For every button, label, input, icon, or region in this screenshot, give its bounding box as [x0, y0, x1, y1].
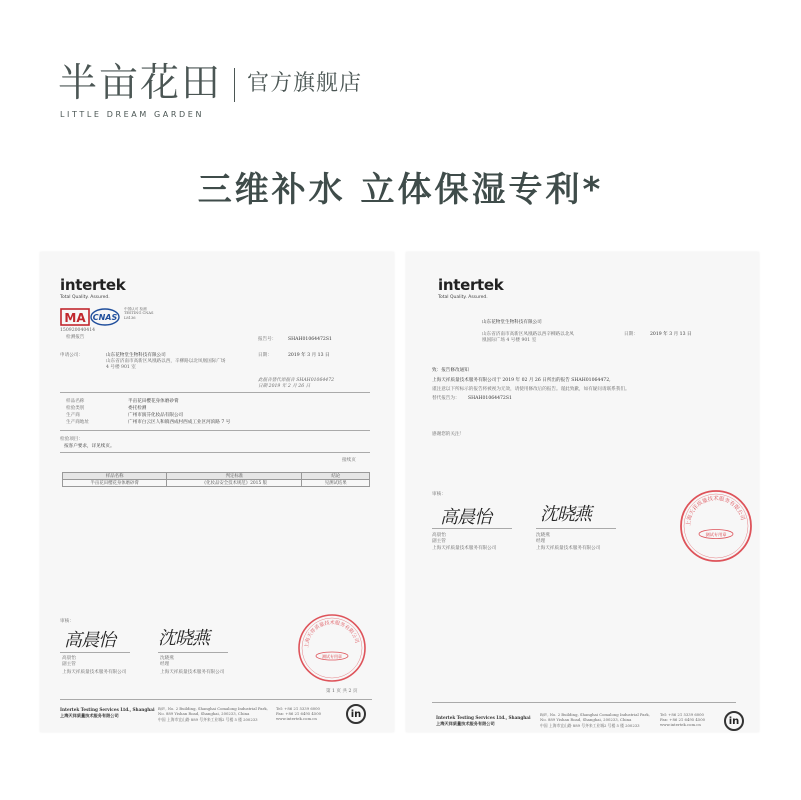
result-table: [62, 472, 370, 487]
notice-line-1: 上海天祥质量技术服务有限公司于 2019 年 02 月 26 日所出的报告 SHAH01064472,: [432, 378, 611, 383]
sample-info-value: 半亩花田樱花身体磨砂膏: [128, 399, 179, 404]
notice-title: 致：报告修改通知: [432, 368, 469, 373]
report-number-label: 报告号：: [258, 337, 277, 342]
signature-line: [158, 652, 228, 653]
footer-phone: Tel: +86 21 5339 6000: [660, 712, 704, 717]
seal-arc-text: 上海天祥质量技术服务有限公司: [303, 619, 360, 649]
seal-center-text: 测试专用章: [322, 654, 342, 659]
continued-note: 接续页: [342, 458, 356, 463]
report-date: 2019 年 3 月 13 日: [650, 332, 692, 337]
signer-1-name: 高晨怡: [432, 533, 446, 538]
applicant-address-2: 凰国际广场 4 号楼 901 室: [482, 338, 537, 343]
divider-rule: [60, 452, 370, 453]
replacement-label: 替代报告为：: [432, 396, 460, 401]
date-label: 日期：: [258, 353, 272, 358]
test-item: 按客户要求，详见续页。: [64, 444, 115, 449]
table-cell: 《化妆品安全技术规范》2015 版: [167, 480, 302, 487]
page-headline: 三维补水 立体保湿专利*: [197, 170, 604, 210]
footer-company: Intertek Testing Services Ltd., Shanghai: [436, 715, 531, 720]
footer-address-cn: 中国 上海市宜山路 889 号齐来工业城2 号楼 5 楼 200233: [540, 723, 640, 728]
seal-center-text: 测试专用章: [705, 532, 727, 537]
signer-2-name: 沈晓燕: [536, 533, 550, 538]
signature-line: [536, 528, 616, 529]
signature-1: 高晨怡: [64, 630, 115, 651]
seal-arc-text: 上海天祥质量技术服务有限公司: [685, 495, 746, 527]
footer-company-cn: 上海天祥质量技术服务有限公司: [60, 713, 119, 718]
intertek-logo: intertek: [60, 276, 126, 294]
signature-line: [432, 528, 512, 529]
cnas-caption: 中国认可 检测 TESTING CNAS L8136: [124, 307, 154, 320]
signature-2: 沈晓燕: [158, 628, 209, 649]
cma-caption: 检测报告: [66, 335, 85, 340]
applicant-address: 山东省济南市高新区凤凰路以西，辛柳路以北凤凰国际广场: [106, 359, 226, 364]
intertek-in-logo-icon: in: [724, 711, 744, 731]
footer-website: www.intertek.com.cn: [276, 716, 317, 721]
cma-number: 150920040414: [60, 328, 96, 333]
replacement-note: 此报告替代原报告 SHAH01064472: [258, 378, 335, 383]
sample-info-key: 生产商: [66, 413, 80, 418]
sample-info-key: 样品名称: [66, 399, 85, 404]
signature-2: 沈晓燕: [540, 504, 591, 525]
signer-1-company: 上海天祥质量技术服务有限公司: [62, 670, 127, 675]
footer-fax: Fax: +86 21 6495 4500: [660, 717, 706, 722]
table-cell: 见测试结果: [302, 480, 370, 487]
footer-address-cn: 中国 上海市宜山路 889 号齐来工业城2 号楼 5 楼 200233: [158, 717, 258, 722]
brand-name: 半亩花田: [58, 61, 223, 106]
table-header-cell: 判定标准: [167, 473, 302, 480]
cnas-mark-icon: [90, 307, 122, 327]
signer-2-title: 经理: [536, 539, 546, 544]
footer-address: B/F., No. 2 Building, Shanghai Comalong Industrial Park, No. 889 Yishan Road, Shanghai, 200233, China: [540, 712, 650, 722]
cnas-mark-text: CNAS: [92, 313, 118, 322]
table-header-cell: 样品名称: [63, 473, 167, 480]
signature-line: [60, 652, 130, 653]
footer-website: www.intertek.com.cn: [660, 722, 701, 727]
applicant-name: 山东花物堂生物科技有限公司: [106, 353, 166, 358]
thanks-note: 感谢您的关注！: [432, 432, 465, 437]
intertek-logo: intertek: [438, 276, 504, 294]
brand-english-name: LITTLE DREAM GARDEN: [60, 110, 205, 119]
notice-line-2: 谨注意以下所标示的报告将被视为无效，请使用修改后的报告。谨此致歉，如有疑问请联系我们。: [432, 387, 630, 392]
signer-1-title: 副主管: [62, 662, 76, 667]
applicant-name: 山东花物堂生物科技有限公司: [482, 320, 542, 325]
footer-phone: Tel: +86 21 5339 6000: [276, 706, 320, 711]
signature-1: 高晨怡: [440, 507, 491, 528]
cma-mark-icon: [60, 307, 90, 327]
signer-2-title: 经理: [160, 662, 170, 667]
sample-info-value: 广州市白云区人和镇西成村西成工业区河滨路 7 号: [128, 420, 231, 425]
footer-address: B/F., No. 2 Building, Shanghai Comalong Industrial Park, No. 889 Yishan Road, Shanghai, 200233, China: [158, 706, 268, 716]
report-number: SHAH01064472S1: [288, 337, 332, 342]
test-report-sheet: [40, 252, 394, 732]
footer-company-cn: 上海天祥质量技术服务有限公司: [436, 721, 495, 726]
intertek-tagline: Total Quality. Assured.: [438, 295, 488, 300]
official-seal-icon: [296, 612, 368, 684]
official-seal-icon: [678, 488, 754, 564]
footer-rule: [60, 699, 372, 700]
sample-info-key: 检验类别: [66, 406, 85, 411]
applicant-label: 申请公司：: [60, 353, 83, 358]
divider-rule: [60, 392, 370, 393]
sample-info-key: 生产商地址: [66, 420, 89, 425]
footer-fax: Fax: +86 21 6495 4500: [276, 711, 322, 716]
cma-mark-text: MA: [64, 311, 86, 325]
table-row: [63, 480, 370, 487]
intertek-tagline: Total Quality. Assured.: [60, 295, 110, 300]
reviewer-label: 审核：: [60, 619, 74, 624]
footer-company: Intertek Testing Services Ltd., Shanghai: [60, 707, 155, 712]
brand-store-label: 官方旗舰店: [247, 71, 363, 96]
applicant-address: 山东省济南市高新区凤凰路以西辛柳路以北凤: [482, 332, 574, 337]
signer-1-company: 上海天祥质量技术服务有限公司: [432, 546, 497, 551]
reviewer-label: 审核：: [432, 492, 446, 497]
signer-1-title: 副主管: [432, 539, 446, 544]
svg-text:上海天祥质量技术服务有限公司: [303, 619, 361, 648]
page-number: 第 1 页 共 2 页: [326, 689, 358, 694]
replacement-report-number: SHAH01064472S1: [468, 396, 512, 401]
report-revision-notice-sheet: [406, 252, 759, 732]
date-label: 日期：: [624, 332, 638, 337]
replacement-date: 日期 2019 年 2 月 26 日: [258, 384, 311, 389]
divider-rule: [60, 430, 370, 431]
applicant-address-2: 4 号楼 901 室: [106, 365, 136, 370]
brand-divider: [234, 68, 235, 102]
test-item-label: 检验项目：: [60, 437, 83, 442]
footer-rule: [432, 702, 736, 703]
sample-info-value: 委托检测: [128, 406, 147, 411]
report-date: 2019 年 3 月 13 日: [288, 353, 330, 358]
intertek-in-logo-icon: in: [346, 704, 366, 724]
sample-info-value: 广州市演芬化妆品有限公司: [128, 413, 184, 418]
signer-2-company: 上海天祥质量技术服务有限公司: [160, 670, 225, 675]
signer-2-name: 沈晓燕: [160, 656, 174, 661]
table-header-cell: 结论: [302, 473, 370, 480]
signer-1-name: 高晨怡: [62, 656, 76, 661]
table-cell: 半亩花田樱花身体磨砂膏: [63, 480, 167, 487]
signer-2-company: 上海天祥质量技术服务有限公司: [536, 546, 601, 551]
table-header-row: [63, 473, 370, 480]
